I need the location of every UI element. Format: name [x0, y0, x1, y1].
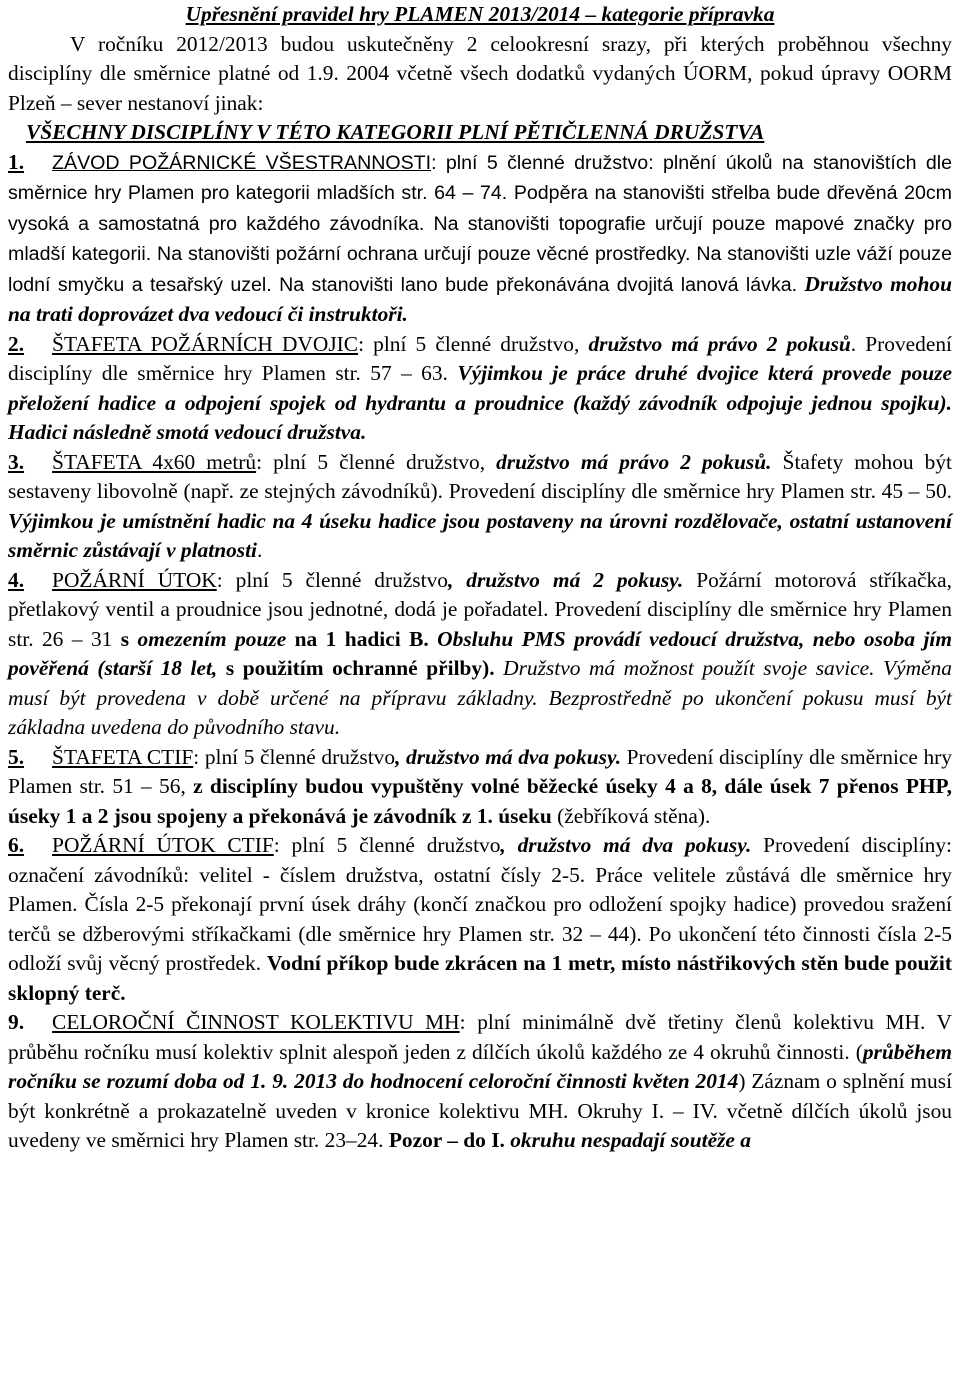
section-4-helmet: s použitím ochranné přilby).: [225, 656, 495, 680]
section-4-with: s: [120, 626, 138, 651]
rule-all-disciplines: VŠECHNY DISCIPLÍNY V TÉTO KATEGORII PLNÍ PĚTIČLENNÁ DRUŽSTVA: [26, 120, 765, 144]
section-9-text-b: ) Záznam o splnění musí být konkrétně a prokazatelně uveden v kronice kolektivu MH. Okruhy I. – IV. včetně dílčích úkolů jsou uvedeny ve směrnici hry Plamen str. 23–24.: [8, 1069, 953, 1152]
section-5-text-a: : plní 5 členné družstvo: [193, 744, 396, 769]
section-4-number: 4.: [8, 567, 25, 592]
section-1-note: Družstvo mohou na trati doprovázet dva vedoucí či instruktoři.: [8, 271, 952, 326]
section-5-name: ŠTAFETA CTIF: [52, 744, 194, 769]
section-2-number: 2.: [8, 331, 25, 356]
section-9-warning: Pozor – do I.: [388, 1128, 511, 1152]
section-9-text-a: : plní minimálně dvě třetiny členů kolektivu MH. V průběhu ročníku musí kolektiv splnit alespoň jeden z dílčích úkolů každého ze 4 okruhů činnosti. (: [8, 1010, 952, 1064]
section-6: [8, 831, 952, 1008]
section-2-text-a: : plní 5 členné družstvo,: [358, 331, 589, 356]
section-4: [8, 566, 952, 743]
section-6-text-b: Provedení disciplíny: označení závodníků: velitel - číslem družstva, ostatní čísly 2-5. Práce velitele zůstává dle směrnice hry Plamen. Čísla 2-5 překonají první úsek dráhy (končí značkou pro odložení spojky hadice) provedou sražení terčů se džberovými stříkačkami (dle směrnice hry Plamen str. 32 – 44). Po ukončení této činnosti čísla 2-5 odloží svůj věcný prostředek.: [8, 833, 952, 975]
section-6-name: POŽÁRNÍ ÚTOK CTIF: [52, 833, 274, 857]
section-9-period: průběhem ročníku se rozumí doba od 1. 9. 2013 do hodnocení celoroční činnosti květen 2014: [8, 1039, 952, 1093]
section-3-end: .: [257, 538, 263, 562]
section-1-number: 1.: [8, 149, 25, 174]
section-2-exception: Výjimkou je práce druhé dvojice která provede pouze přeložení hadice a odpojení spojek od hydrantu a proudnice (každý závodník odpojuje jednou spojku). Hadici následně smotá vedoucí družstva.: [8, 361, 952, 444]
section-2-name: ŠTAFETA POŽÁRNÍCH DVOJIC: [52, 331, 359, 356]
section-6-number: 6.: [8, 833, 25, 857]
section-4-attempts: , družstvo má 2 pokusy.: [447, 567, 684, 592]
section-4-text-a: : plní 5 členné družstvo: [216, 567, 448, 592]
section-6-text-a: : plní 5 členné družstvo: [273, 833, 501, 857]
section-3-text-a: : plní 5 členné družstvo,: [256, 449, 497, 474]
section-3-exception: Výjimkou je umístnění hadic na 4 úseku hadice jsou postaveny na úrovni rozdělovače, ostatní ustanovení směrnic zůstávají v platnosti: [8, 508, 952, 562]
section-3-attempts: družstvo má právo 2 pokusů.: [496, 449, 772, 474]
page-title: Upřesnění pravidel hry PLAMEN 2013/2014 – kategorie přípravka: [185, 2, 775, 26]
section-9: [8, 1008, 952, 1156]
section-5-end: (žebříková stěna).: [551, 803, 711, 828]
section-4-suction: Družstvo má možnost použít svoje savice. Výměna musí být provedena v době určené na přípravu základny. Bezprostředně po ukončení pokusu musí být základna uvedena do původního stavu.: [8, 656, 952, 739]
section-2-text-b: . Provedení disciplíny dle směrnice hry Plamen str. 57 – 63.: [8, 331, 953, 385]
section-4-name: POŽÁRNÍ ÚTOK: [52, 567, 217, 592]
section-4-limit: omezením pouze: [137, 626, 287, 651]
section-3: [8, 448, 952, 566]
section-5-number: 5.: [8, 744, 25, 769]
section-6-water-ditch: Vodní příkop bude zkrácen na 1 metr, místo nástřikových stěn bude použit sklopný terč.: [8, 951, 952, 1005]
section-4-pms: Obsluhu PMS provádí vedoucí družstva, nebo osoba jím pověřená (starší 18 let,: [8, 626, 953, 680]
section-3-text-b: Štafety mohou být sestaveny libovolně (např. ze stejných závodníků). Provedení disciplíny dle směrnice hry Plamen str. 45 – 50.: [8, 449, 952, 503]
section-3-name: ŠTAFETA 4x60 metrů: [52, 449, 257, 474]
section-6-attempts: , družstvo má dva pokusy.: [500, 833, 752, 857]
section-1-text: : plní 5 členné družstvo: plnění úkolů na stanovištích dle směrnice hry Plamen pro kategorii mladších str. 64 – 74. Podpěra na stanovišti střelba bude dřevěná 20cm vysoká a samostatná pro každého závodníka. Na stanovišti topografie určují pouze mapové značky pro mladší kategorii. Na stanovišti požární ochrana určují pouze věcné prostředky. Na stanovišti uzle váží pouze lodní smyčku a tesařský uzel. Na stanovišti lano bude překonávána dvojitá lanová lávka.: [8, 151, 953, 296]
section-1-name: ZÁVOD POŽÁRNICKÉ VŠESTRANNOSTI: [52, 151, 432, 174]
section-4-hose: na 1 hadici B.: [286, 626, 438, 651]
section-2-attempts: družstvo má právo 2 pokusů: [588, 331, 851, 356]
section-1: [8, 148, 952, 330]
section-5-removed: z disciplíny budou vypuštěny volné běžecké úseky 4 a 8, dále úsek 7 přenos PHP, úseky 1 a 2 jsou spojeny a překonává je závodník z 1. úseku: [8, 774, 952, 828]
intro-paragraph: V ročníku 2012/2013 budou uskutečněny 2 celookresní srazy, při kterých proběhnou všechny disciplíny dle směrnice platné od 1.9. 2004 včetně všech dodatků vydaných ÚORM, pokud úpravy OORM Plzeň – sever nestanoví jinak:: [8, 31, 952, 115]
section-4-text-b: Požární motorová stříkačka, přetlakový ventil a proudnice jsou jednotné, dodá je pořadatel. Provedení disciplíny dle směrnice hry Plamen str. 26 – 31: [8, 567, 952, 651]
section-2: [8, 330, 952, 448]
section-9-name: CELOROČNÍ ČINNOST KOLEKTIVU MH: [52, 1010, 460, 1034]
section-5-attempts: , družstvo má dva pokusy.: [395, 744, 622, 769]
section-3-number: 3.: [8, 449, 25, 474]
section-9-number: 9.: [8, 1010, 25, 1034]
section-5: [8, 743, 952, 832]
section-5-text-b: Provedení disciplíny dle směrnice hry Plamen str. 51 – 56,: [8, 744, 952, 798]
section-9-warning-rest: okruhu nespadají soutěže a: [510, 1128, 751, 1152]
